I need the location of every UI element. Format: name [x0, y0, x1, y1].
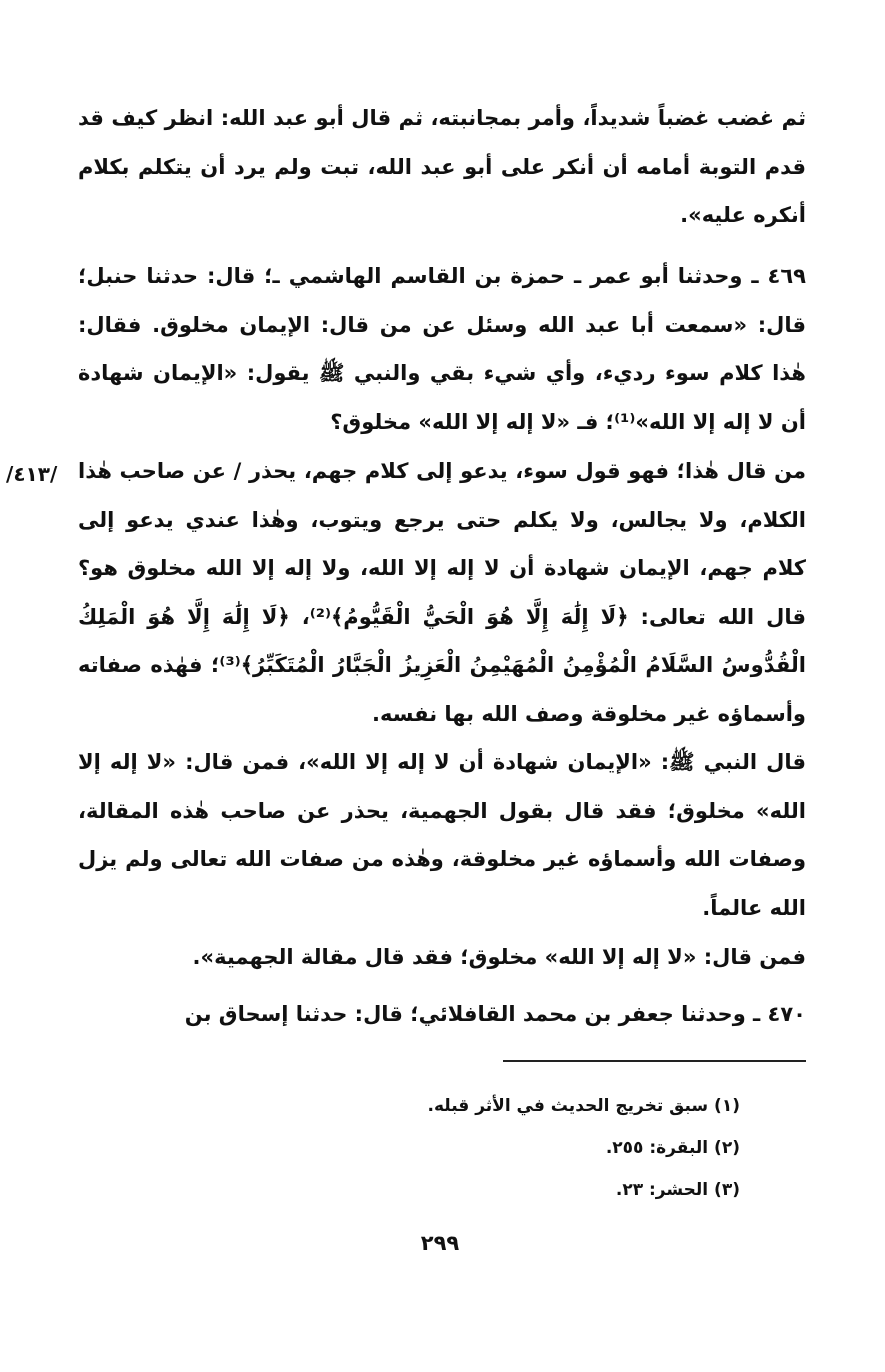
manuscript-page-marker: /٤١٣/: [6, 462, 58, 486]
footnote-1: (١) سبق تخريج الحديث في الأثر قبله.: [427, 1096, 740, 1116]
paragraph-469: ٤٦٩ ـ وحدثنا أبو عمر ـ حمزة بن القاسم الهاشمي ـ؛ قال: حدثنا حنبل؛ قال: «سمعت أبا عبد الله وسئل عن من قال: الإيمان مخلوق. فقال: هٰذا كلام سوء رديء، وأي شيء بقي والنبي ﷺ يقول: «الإيمان شهادة أن لا إله إلا الله»⁽¹⁾؛ فـ «لا إله إلا الله» مخلوق؟: [78, 264, 806, 434]
footnotes: [300, 1085, 740, 1211]
footnote-2: (٢) البقرة: ٢٥٥.: [605, 1138, 740, 1158]
paragraph-3: من قال هٰذا؛ فهو قول سوء، يدعو إلى كلام جهم، يحذر / عن صاحب هٰذا الكلام، ولا يجالس، ولا يكلم حتى يرجع ويتوب، وهٰذا عندي يدعو إلى كلام جهم، الإيمان شهادة أن لا إله إلا الله، ولا إله إلا الله مخلوق هو؟ قال الله تعالى: ﴿لَا إِلَٰهَ إِلَّا هُوَ الْحَيُّ الْقَيُّومُ﴾⁽²⁾، ﴿لَا إِلَٰهَ إِلَّا هُوَ الْمَلِكُ الْقُدُّوسُ السَّلَامُ الْمُؤْمِنُ الْمُهَيْمِنُ الْعَزِيزُ الْجَبَّارُ الْمُتَكَبِّرُ﴾⁽³⁾؛ فهٰذه صفاته وأسماؤه غير مخلوقة وصف الله بها نفسه.: [78, 459, 807, 726]
page-number: ٢٩٩: [420, 1231, 460, 1255]
paragraph-470: ٤٧٠ ـ وحدثنا جعفر بن محمد القافلائي؛ قال: حدثنا إسحاق بن: [184, 1002, 806, 1026]
paragraph-5: فمن قال: «لا إله إلا الله» مخلوق؛ فقد قال مقالة الجهمية».: [192, 945, 806, 969]
paragraph-1: ثم غضب غضباً شديداً، وأمر بمجانبته، ثم قال أبو عبد الله: انظر كيف قد قدم التوبة أمامه أن أنكر على أبو عبد الله، تبت ولم يرد أن يتكلم بكلام أنكره عليه».: [78, 106, 806, 227]
footnote-separator: [503, 1060, 806, 1062]
footnote-3: (٣) الحشر: ٢٣.: [615, 1180, 740, 1200]
paragraph-4: قال النبي ﷺ: «الإيمان شهادة أن لا إله إلا الله»، فمن قال: «لا إله إلا الله» مخلوق؛ فقد قال بقول الجهمية، يحذر عن صاحب هٰذه المقالة، وصفات الله وأسماؤه غير مخلوقة، وهٰذه من صفات الله تعالى ولم يزل الله عالماً.: [78, 750, 806, 920]
